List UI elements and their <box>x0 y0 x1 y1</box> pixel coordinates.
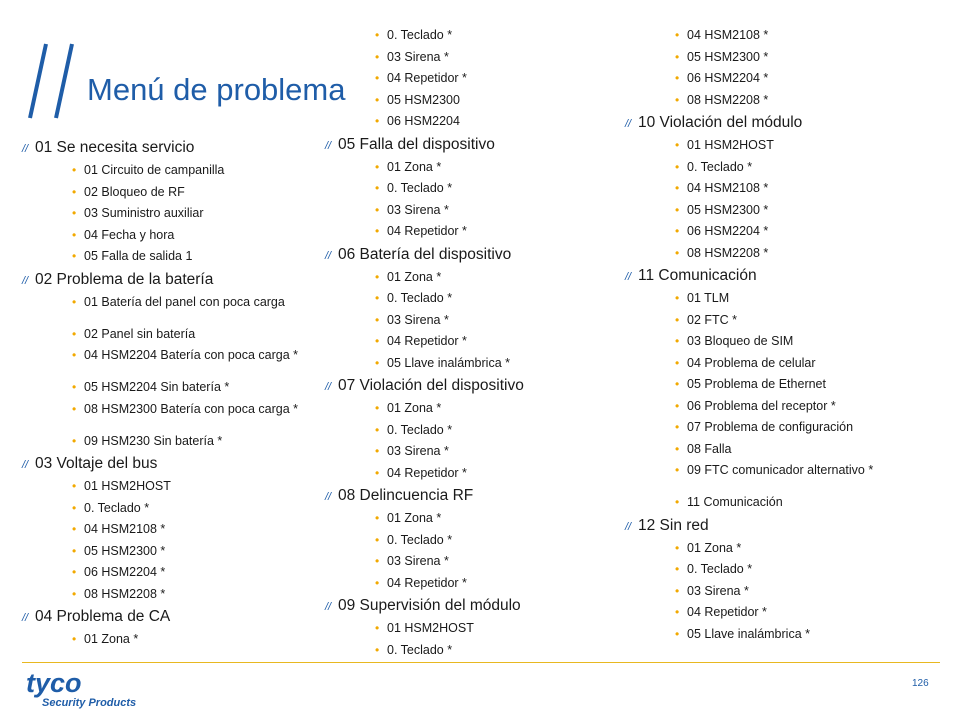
item-label: 04 Fecha y hora <box>84 227 175 242</box>
list-item <box>22 324 322 346</box>
list-item <box>625 624 945 646</box>
item-label: 04 HSM2108 * <box>84 522 166 536</box>
section-heading <box>625 111 945 135</box>
section-heading-text: 11 Comunicación <box>638 267 757 284</box>
item-label: 01 TLM <box>687 291 730 305</box>
column-1 <box>22 136 322 651</box>
list-item <box>625 221 945 243</box>
slash-marker-icon: // <box>625 271 632 283</box>
slash-marker-icon: // <box>325 139 332 152</box>
bullet-icon: • <box>675 540 680 555</box>
item-label: 03 Sirena * <box>387 554 449 568</box>
list-item <box>625 47 945 69</box>
item-list <box>22 292 322 453</box>
item-label: 02 Bloqueo de RF <box>84 184 185 199</box>
bullet-icon: • <box>675 49 680 64</box>
list-item <box>22 246 322 268</box>
bullet-icon: • <box>72 163 77 177</box>
list-item <box>625 581 945 603</box>
list-item <box>325 200 615 222</box>
list-item <box>625 200 945 222</box>
menu-section <box>325 594 615 661</box>
bullet-icon: • <box>72 294 77 309</box>
bullet-icon: • <box>72 206 77 220</box>
section-heading-text: 09 Supervisión del módulo <box>338 597 521 614</box>
item-label: 03 Sirena * <box>387 444 449 458</box>
item-label: 05 HSM2204 Sin batería * <box>84 380 230 394</box>
list-item <box>325 310 615 332</box>
bullet-icon: • <box>72 543 77 558</box>
item-label: 08 HSM2208 * <box>687 92 769 107</box>
slash-marker-icon: // <box>22 459 29 471</box>
item-label: 06 Problema del receptor * <box>687 398 836 413</box>
bullet-icon: • <box>375 444 380 458</box>
bullet-icon: • <box>72 326 77 341</box>
section-heading-text: 04 Problema de CA <box>35 608 171 625</box>
section-heading-text: 02 Problema de la batería <box>35 270 214 288</box>
list-item <box>325 47 615 69</box>
list-item <box>325 530 615 552</box>
item-label: 05 Llave inalámbrica * <box>687 626 810 641</box>
item-label: 06 HSM2204 * <box>84 565 166 579</box>
slash-marker-icon: // <box>625 118 632 130</box>
list-item <box>625 288 945 310</box>
list-item <box>625 439 945 461</box>
list-item <box>625 90 945 112</box>
bullet-icon: • <box>72 184 77 199</box>
bullet-icon: • <box>375 465 380 480</box>
list-item <box>325 178 615 200</box>
section-heading <box>22 452 322 476</box>
section-heading-text: 07 Violación del dispositivo <box>338 377 524 394</box>
section-heading <box>325 133 615 157</box>
slash-marker-icon: // <box>22 143 29 155</box>
item-label: 04 HSM2108 * <box>687 181 769 195</box>
list-item <box>625 157 945 179</box>
item-label: 05 Falla de salida 1 <box>84 249 193 263</box>
list-item <box>325 111 615 133</box>
section-heading <box>325 243 615 267</box>
section-heading-text: 03 Voltaje del bus <box>35 455 158 472</box>
item-label: 08 HSM2208 * <box>687 245 769 260</box>
list-item <box>22 498 322 520</box>
item-label: 0. Teclado * <box>687 159 753 174</box>
item-list <box>625 25 945 111</box>
section-heading-text: 05 Falla del dispositivo <box>338 135 495 153</box>
item-label: 01 Zona * <box>387 401 442 415</box>
list-item <box>625 68 945 90</box>
slash-marker-icon: // <box>22 274 29 287</box>
item-list <box>625 288 945 514</box>
list-item <box>22 203 322 225</box>
item-list <box>325 157 615 243</box>
list-item <box>625 331 945 353</box>
item-label: 01 HSM2HOST <box>387 621 474 635</box>
bullet-icon: • <box>72 348 77 362</box>
list-item <box>325 157 615 179</box>
section-heading-text: 12 Sin red <box>638 516 709 534</box>
item-label: 01 Batería del panel con poca carga <box>84 294 285 309</box>
list-item <box>625 492 945 514</box>
item-label: 04 Repetidor * <box>387 71 467 85</box>
section-heading-text: 01 Se necesita servicio <box>35 139 195 156</box>
item-list <box>325 267 615 375</box>
item-label: 05 HSM2300 * <box>687 49 769 64</box>
menu-section <box>325 243 615 375</box>
item-label: 02 FTC * <box>687 312 738 327</box>
bullet-icon: • <box>675 420 680 434</box>
bullet-icon: • <box>375 334 380 348</box>
item-label: 04 HSM2108 * <box>687 28 769 42</box>
bullet-icon: • <box>72 632 77 646</box>
list-item <box>22 431 322 453</box>
section-heading <box>22 605 322 629</box>
menu-section <box>325 133 615 243</box>
bullet-icon: • <box>675 202 680 217</box>
list-item <box>625 178 945 200</box>
bullet-icon: • <box>675 291 680 305</box>
column-3 <box>625 25 945 645</box>
slash-marker-icon: // <box>325 249 332 262</box>
item-label: 02 Panel sin batería <box>84 326 196 341</box>
bullet-icon: • <box>375 642 380 657</box>
bullet-icon: • <box>675 159 680 174</box>
list-item <box>22 584 322 606</box>
list-item <box>325 573 615 595</box>
item-list <box>325 25 615 133</box>
item-label: 09 HSM230 Sin batería * <box>84 433 223 448</box>
bullet-icon: • <box>675 245 680 260</box>
list-item <box>625 135 945 157</box>
bullet-icon: • <box>375 554 380 568</box>
list-item <box>22 541 322 563</box>
section-heading <box>625 514 945 538</box>
bullet-icon: • <box>675 71 680 85</box>
list-item <box>625 538 945 560</box>
item-list <box>325 508 615 594</box>
item-label: 11 Comunicación <box>687 495 783 509</box>
item-label: 08 HSM2208 * <box>84 586 166 601</box>
bullet-icon: • <box>375 575 380 590</box>
bullet-icon: • <box>675 334 680 348</box>
bullet-icon: • <box>675 441 680 456</box>
bullet-icon: • <box>675 495 680 509</box>
bullet-icon: • <box>675 562 680 576</box>
item-label: 03 Sirena * <box>387 312 449 327</box>
item-label: 01 Zona * <box>387 159 442 174</box>
bullet-icon: • <box>375 159 380 174</box>
list-item <box>325 441 615 463</box>
tyco-logo <box>24 668 174 715</box>
item-label: 04 Repetidor * <box>387 575 467 590</box>
bullet-icon: • <box>675 377 680 391</box>
column-2 <box>325 25 615 661</box>
bullet-icon: • <box>72 227 77 242</box>
list-item <box>325 420 615 442</box>
item-list <box>325 618 615 661</box>
item-label: 0. Teclado * <box>387 291 453 305</box>
item-label: 0. Teclado * <box>387 181 453 195</box>
list-item <box>325 90 615 112</box>
list-item <box>625 25 945 47</box>
bullet-icon: • <box>675 224 680 238</box>
section-heading <box>325 374 615 398</box>
item-label: 0. Teclado * <box>387 532 453 547</box>
section-heading <box>22 136 322 160</box>
item-label: 0. Teclado * <box>387 422 453 437</box>
menu-section <box>22 452 322 605</box>
section-heading <box>325 594 615 618</box>
section-heading <box>625 264 945 288</box>
item-label: 01 HSM2HOST <box>84 479 171 493</box>
footer-rule <box>22 662 940 663</box>
list-item <box>22 399 322 431</box>
bullet-icon: • <box>375 114 380 128</box>
bullet-icon: • <box>375 92 380 107</box>
item-label: 01 Zona * <box>687 540 742 555</box>
item-label: 04 HSM2204 Batería con poca carga * <box>84 348 299 362</box>
list-item <box>325 508 615 530</box>
bullet-icon: • <box>375 224 380 238</box>
bullet-icon: • <box>675 28 680 42</box>
item-label: 04 Repetidor * <box>387 465 467 480</box>
bullet-icon: • <box>375 181 380 195</box>
bullet-icon: • <box>375 71 380 85</box>
list-item <box>325 221 615 243</box>
item-label: 01 HSM2HOST <box>687 138 774 152</box>
bullet-icon: • <box>375 401 380 415</box>
section-heading <box>22 268 322 292</box>
item-list <box>325 398 615 484</box>
bullet-icon: • <box>675 181 680 195</box>
slash-marker-icon: // <box>22 612 29 624</box>
list-item <box>625 417 945 439</box>
list-item <box>325 551 615 573</box>
list-item <box>625 310 945 332</box>
item-list <box>625 135 945 264</box>
item-label: 03 Sirena * <box>687 583 749 598</box>
bullet-icon: • <box>675 92 680 107</box>
item-label: 03 Suministro auxiliar <box>84 206 204 220</box>
bullet-icon: • <box>375 511 380 525</box>
item-label: 08 Falla <box>687 441 732 456</box>
slash-marker-icon: // <box>325 601 332 613</box>
page-number: 126 <box>912 678 929 689</box>
list-item <box>625 243 945 265</box>
bullet-icon: • <box>675 355 680 370</box>
item-label: 04 Repetidor * <box>387 224 467 238</box>
bullet-icon: • <box>72 249 77 263</box>
item-label: 04 Repetidor * <box>387 334 467 348</box>
bullet-icon: • <box>72 586 77 601</box>
item-list <box>22 476 322 605</box>
item-label: 06 HSM2204 * <box>687 224 769 238</box>
item-list <box>625 538 945 646</box>
list-item <box>625 460 945 492</box>
menu-section <box>625 264 945 514</box>
item-label: 03 Sirena * <box>387 202 449 217</box>
list-item <box>325 267 615 289</box>
menu-section <box>22 605 322 651</box>
bullet-icon: • <box>72 479 77 493</box>
item-label: 07 Problema de configuración <box>687 420 854 434</box>
section-heading <box>325 484 615 508</box>
item-label: 01 Zona * <box>387 511 442 525</box>
item-list <box>22 160 322 268</box>
list-item <box>325 288 615 310</box>
menu-section <box>22 136 322 268</box>
bullet-icon: • <box>72 380 77 394</box>
list-item <box>325 463 615 485</box>
page-title: Menú de problema <box>87 72 346 107</box>
menu-section <box>22 268 322 453</box>
list-item <box>325 618 615 640</box>
list-item <box>22 519 322 541</box>
list-item <box>325 331 615 353</box>
item-label: 06 HSM2204 * <box>687 71 769 85</box>
section-heading-text: 08 Delincuencia RF <box>338 487 474 504</box>
bullet-icon: • <box>675 463 680 477</box>
item-label: 05 Llave inalámbrica * <box>387 355 510 370</box>
section-heading-text: 06 Batería del dispositivo <box>338 245 512 263</box>
section-heading-text: 10 Violación del módulo <box>638 114 803 131</box>
item-label: 01 Circuito de campanilla <box>84 163 225 177</box>
slash-marker-icon: // <box>625 520 632 533</box>
item-label: 04 Repetidor * <box>687 605 767 619</box>
menu-section <box>325 484 615 594</box>
slash-marker-icon: // <box>325 491 332 503</box>
list-item <box>325 68 615 90</box>
bullet-icon: • <box>375 269 380 284</box>
list-item <box>625 602 945 624</box>
bullet-icon: • <box>375 312 380 327</box>
bullet-icon: • <box>375 202 380 217</box>
item-label: 0. Teclado * <box>387 28 453 42</box>
menu-section <box>325 374 615 484</box>
item-list <box>22 629 322 651</box>
bullet-icon: • <box>675 312 680 327</box>
svg-text:tyco: tyco <box>26 668 82 698</box>
item-label: 0. Teclado * <box>687 562 753 576</box>
item-label: 0. Teclado * <box>84 500 150 515</box>
list-item <box>22 182 322 204</box>
slash-marker-icon: // <box>325 381 332 393</box>
double-slash-decoration <box>24 40 84 122</box>
bullet-icon: • <box>375 532 380 547</box>
bullet-icon: • <box>72 500 77 515</box>
menu-section <box>625 514 945 646</box>
bullet-icon: • <box>675 398 680 413</box>
list-item <box>625 559 945 581</box>
list-item <box>22 562 322 584</box>
item-label: 0. Teclado * <box>387 642 453 657</box>
item-label: 05 Problema de Ethernet <box>687 377 826 391</box>
bullet-icon: • <box>675 583 680 598</box>
list-item <box>22 160 322 182</box>
list-item <box>22 345 322 377</box>
bullet-icon: • <box>675 626 680 641</box>
bullet-icon: • <box>72 401 77 416</box>
bullet-icon: • <box>72 522 77 536</box>
list-item <box>325 353 615 375</box>
item-label: 05 HSM2300 <box>387 92 460 107</box>
item-label: 08 HSM2300 Batería con poca carga * <box>84 401 299 416</box>
list-item <box>325 640 615 662</box>
item-label: 03 Bloqueo de SIM <box>687 334 794 348</box>
list-item <box>625 374 945 396</box>
list-item <box>625 396 945 418</box>
bullet-icon: • <box>375 621 380 635</box>
bullet-icon: • <box>375 355 380 370</box>
item-label: 05 HSM2300 * <box>687 202 769 217</box>
item-label: 01 Zona * <box>387 269 442 284</box>
bullet-icon: • <box>72 433 77 448</box>
menu-section <box>625 111 945 264</box>
list-item <box>325 398 615 420</box>
bullet-icon: • <box>675 605 680 619</box>
tyco-wordmark <box>26 668 82 698</box>
list-item <box>325 25 615 47</box>
item-label: 04 Problema de celular <box>687 355 816 370</box>
bullet-icon: • <box>375 291 380 305</box>
list-item <box>22 377 322 399</box>
bullet-icon: • <box>375 28 380 42</box>
item-label: 03 Sirena * <box>387 49 449 64</box>
list-item <box>22 225 322 247</box>
bullet-icon: • <box>675 138 680 152</box>
item-label: 01 Zona * <box>84 632 139 646</box>
bullet-icon: • <box>375 422 380 437</box>
bullet-icon: • <box>72 565 77 579</box>
list-item <box>22 476 322 498</box>
svg-text:Security Products: Security Products <box>42 697 137 709</box>
list-item <box>625 353 945 375</box>
item-label: 09 FTC comunicador alternativo * <box>687 463 874 477</box>
list-item <box>22 629 322 651</box>
bullet-icon: • <box>375 49 380 64</box>
list-item <box>22 292 322 324</box>
item-label: 05 HSM2300 * <box>84 543 166 558</box>
item-label: 06 HSM2204 <box>387 114 460 128</box>
